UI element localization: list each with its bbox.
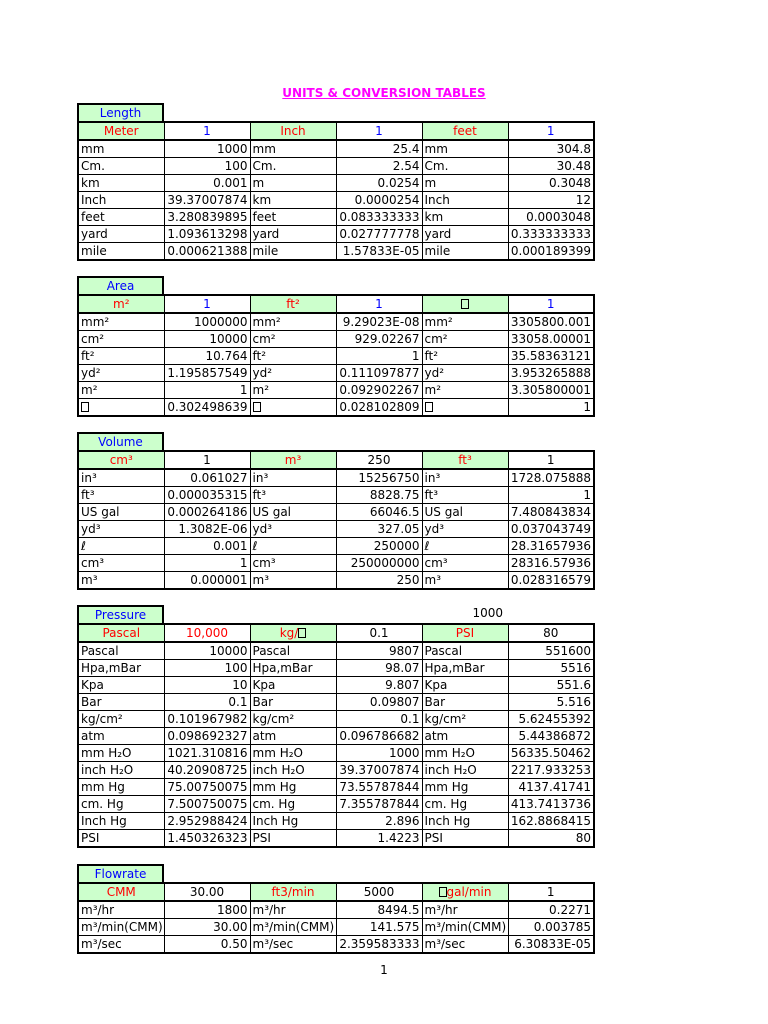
conversion-value: 1 bbox=[164, 382, 250, 399]
unit-label: Cm. bbox=[422, 158, 508, 175]
conversion-value: 0.0254 bbox=[336, 175, 422, 192]
conversion-value: 1000 bbox=[336, 745, 422, 762]
unit-label: inch H₂O bbox=[250, 762, 336, 779]
conversion-value: 75.00750075 bbox=[164, 779, 250, 796]
table-row bbox=[78, 936, 594, 954]
conversion-value: 12 bbox=[508, 192, 594, 209]
header-unit-value: 1 bbox=[508, 295, 594, 313]
unit-label bbox=[78, 399, 164, 417]
unit-label: kg/cm² bbox=[250, 711, 336, 728]
table-row bbox=[78, 901, 594, 919]
conversion-value: 1 bbox=[508, 487, 594, 504]
unit-label: Inch bbox=[78, 192, 164, 209]
unit-label: mile bbox=[422, 243, 508, 261]
conversion-value: 1.450326323 bbox=[164, 830, 250, 848]
conversion-value: 66046.5 bbox=[336, 504, 422, 521]
table-row bbox=[78, 660, 594, 677]
conversion-value: 0.083333333 bbox=[336, 209, 422, 226]
unit-label: ft³ bbox=[78, 487, 164, 504]
unit-label: mm Hg bbox=[250, 779, 336, 796]
length-section-label: Length bbox=[77, 103, 164, 121]
unit-label: Pascal bbox=[250, 642, 336, 660]
conversion-value: 1.4223 bbox=[336, 830, 422, 848]
table-row bbox=[78, 919, 594, 936]
unit-label: Cm. bbox=[250, 158, 336, 175]
unit-label: Bar bbox=[250, 694, 336, 711]
unit-label: Kpa bbox=[250, 677, 336, 694]
conversion-value: 1000 bbox=[164, 140, 250, 158]
conversion-value: 0.0003048 bbox=[508, 209, 594, 226]
conversion-value: 0.061027 bbox=[164, 469, 250, 487]
conversion-value: 0.000001 bbox=[164, 572, 250, 590]
unit-label: mm bbox=[250, 140, 336, 158]
unit-label: in³ bbox=[422, 469, 508, 487]
unit-label: ft² bbox=[78, 348, 164, 365]
header-unit-value: 1 bbox=[508, 122, 594, 140]
unit-label: yd² bbox=[250, 365, 336, 382]
area-table bbox=[77, 294, 595, 417]
table-row bbox=[78, 140, 594, 158]
unit-label: m³/min(CMM) bbox=[250, 919, 336, 936]
conversion-value: 98.07 bbox=[336, 660, 422, 677]
header-unit-label bbox=[422, 295, 508, 313]
table-row bbox=[78, 694, 594, 711]
flowrate-table bbox=[77, 882, 595, 954]
unit-label: Pascal bbox=[78, 642, 164, 660]
conversion-value: 1.195857549 bbox=[164, 365, 250, 382]
unit-label: mm² bbox=[422, 313, 508, 331]
unit-label: m³/min(CMM) bbox=[422, 919, 508, 936]
conversion-value: 0.50 bbox=[164, 936, 250, 954]
unit-label: yard bbox=[250, 226, 336, 243]
unit-label: PSI bbox=[78, 830, 164, 848]
unit-label: cm. Hg bbox=[422, 796, 508, 813]
conversion-value: 0.027777778 bbox=[336, 226, 422, 243]
unit-label: atm bbox=[250, 728, 336, 745]
header-unit-value: 1 bbox=[164, 122, 250, 140]
header-unit-value: 1 bbox=[508, 451, 594, 469]
unit-label: kg/cm² bbox=[422, 711, 508, 728]
unit-label: PSI bbox=[422, 830, 508, 848]
header-unit-label: ft³ bbox=[422, 451, 508, 469]
table-row bbox=[78, 226, 594, 243]
header-unit-value: 10,000 bbox=[164, 624, 250, 642]
conversion-value: 3.953265888 bbox=[508, 365, 594, 382]
header-unit-label: m³ bbox=[250, 451, 336, 469]
table-row bbox=[78, 677, 594, 694]
conversion-value: 9.29023E-08 bbox=[336, 313, 422, 331]
table-header-row bbox=[78, 624, 594, 642]
volume-section bbox=[77, 432, 595, 590]
conversion-value: 3.280839895 bbox=[164, 209, 250, 226]
unit-label: mile bbox=[78, 243, 164, 261]
unit-label: US gal bbox=[78, 504, 164, 521]
conversion-value: 25.4 bbox=[336, 140, 422, 158]
unit-label: ft³ bbox=[250, 487, 336, 504]
conversion-value: 0.3048 bbox=[508, 175, 594, 192]
conversion-value: 250000 bbox=[336, 538, 422, 555]
header-unit-label: feet bbox=[422, 122, 508, 140]
page-number: 1 bbox=[380, 963, 388, 977]
conversion-value: 100 bbox=[164, 158, 250, 175]
table-row bbox=[78, 796, 594, 813]
unit-label: mm H₂O bbox=[78, 745, 164, 762]
conversion-value: 3.305800001 bbox=[508, 382, 594, 399]
unit-label: m³/hr bbox=[250, 901, 336, 919]
conversion-value: 3305800.001 bbox=[508, 313, 594, 331]
table-row bbox=[78, 572, 594, 590]
conversion-value: 9807 bbox=[336, 642, 422, 660]
unit-label: ft² bbox=[422, 348, 508, 365]
conversion-value: 1021.310816 bbox=[164, 745, 250, 762]
pressure-table bbox=[77, 623, 595, 848]
unit-label: US gal bbox=[422, 504, 508, 521]
conversion-value: 5.516 bbox=[508, 694, 594, 711]
unit-label: Cm. bbox=[78, 158, 164, 175]
conversion-value: 0.028316579 bbox=[508, 572, 594, 590]
length-section bbox=[77, 103, 595, 261]
conversion-value: 5516 bbox=[508, 660, 594, 677]
volume-section-label: Volume bbox=[77, 432, 164, 450]
unit-label: atm bbox=[422, 728, 508, 745]
conversion-value: 73.55787844 bbox=[336, 779, 422, 796]
flowrate-section-label: Flowrate bbox=[77, 864, 164, 882]
conversion-value: 30.48 bbox=[508, 158, 594, 175]
conversion-value: 2217.933253 bbox=[508, 762, 594, 779]
table-header-row bbox=[78, 451, 594, 469]
table-row bbox=[78, 331, 594, 348]
unit-label: yard bbox=[422, 226, 508, 243]
table-row bbox=[78, 521, 594, 538]
conversion-value: 2.952988424 bbox=[164, 813, 250, 830]
unit-label: m³/hr bbox=[78, 901, 164, 919]
conversion-value: 250 bbox=[336, 572, 422, 590]
conversion-value: 0.037043749 bbox=[508, 521, 594, 538]
conversion-value: 0.092902267 bbox=[336, 382, 422, 399]
conversion-value: 7.480843834 bbox=[508, 504, 594, 521]
header-unit-value: 0.1 bbox=[336, 624, 422, 642]
conversion-value: 35.58363121 bbox=[508, 348, 594, 365]
unit-label: kg/cm² bbox=[78, 711, 164, 728]
conversion-value: 0.302498639 bbox=[164, 399, 250, 417]
unit-label: km bbox=[422, 209, 508, 226]
conversion-value: 0.096786682 bbox=[336, 728, 422, 745]
header-unit-label: CMM bbox=[78, 883, 164, 901]
unit-label bbox=[422, 399, 508, 417]
table-row bbox=[78, 830, 594, 848]
conversion-value: 0.1 bbox=[336, 711, 422, 728]
table-row bbox=[78, 192, 594, 209]
conversion-value: 1.093613298 bbox=[164, 226, 250, 243]
unit-label: km bbox=[78, 175, 164, 192]
conversion-value: 2.54 bbox=[336, 158, 422, 175]
conversion-value: 0.1 bbox=[164, 694, 250, 711]
conversion-value: 9.807 bbox=[336, 677, 422, 694]
conversion-value: 413.7413736 bbox=[508, 796, 594, 813]
unit-label: Kpa bbox=[78, 677, 164, 694]
unit-label: cm² bbox=[422, 331, 508, 348]
conversion-value: 1.57833E-05 bbox=[336, 243, 422, 261]
header-unit-label: m² bbox=[78, 295, 164, 313]
conversion-value: 1000000 bbox=[164, 313, 250, 331]
unit-label: feet bbox=[250, 209, 336, 226]
unit-label: m bbox=[422, 175, 508, 192]
unit-label: Pascal bbox=[422, 642, 508, 660]
header-unit-label: gal/min bbox=[422, 883, 508, 901]
conversion-value: 1 bbox=[336, 348, 422, 365]
conversion-value: 0.001 bbox=[164, 538, 250, 555]
unit-label: Inch Hg bbox=[78, 813, 164, 830]
table-header-row bbox=[78, 883, 594, 901]
unit-label: Hpa,mBar bbox=[422, 660, 508, 677]
unit-label: feet bbox=[78, 209, 164, 226]
unit-label: m³/sec bbox=[78, 936, 164, 954]
conversion-value: 40.20908725 bbox=[164, 762, 250, 779]
conversion-value: 7.355787844 bbox=[336, 796, 422, 813]
conversion-value: 250000000 bbox=[336, 555, 422, 572]
table-row bbox=[78, 365, 594, 382]
unit-label: cm. Hg bbox=[250, 796, 336, 813]
conversion-value: 551.6 bbox=[508, 677, 594, 694]
header-unit-value: 1 bbox=[164, 295, 250, 313]
unit-label: mm² bbox=[78, 313, 164, 331]
conversion-value: 141.575 bbox=[336, 919, 422, 936]
header-unit-label: ft3/min bbox=[250, 883, 336, 901]
unit-label: in³ bbox=[250, 469, 336, 487]
unit-label: yd² bbox=[78, 365, 164, 382]
header-unit-value: 250 bbox=[336, 451, 422, 469]
conversion-value: 15256750 bbox=[336, 469, 422, 487]
header-unit-value: 80 bbox=[508, 624, 594, 642]
table-row bbox=[78, 728, 594, 745]
conversion-value: 1728.075888 bbox=[508, 469, 594, 487]
unit-label: m³/hr bbox=[422, 901, 508, 919]
conversion-value: 0.111097877 bbox=[336, 365, 422, 382]
unit-label: km bbox=[250, 192, 336, 209]
table-row bbox=[78, 504, 594, 521]
conversion-value: 162.8868415 bbox=[508, 813, 594, 830]
conversion-value: 1800 bbox=[164, 901, 250, 919]
unit-label: m³ bbox=[250, 572, 336, 590]
table-row bbox=[78, 469, 594, 487]
unit-label: Kpa bbox=[422, 677, 508, 694]
header-unit-label: Inch bbox=[250, 122, 336, 140]
conversion-value: 10.764 bbox=[164, 348, 250, 365]
table-row bbox=[78, 642, 594, 660]
header-unit-value: 1 bbox=[164, 451, 250, 469]
table-row bbox=[78, 209, 594, 226]
conversion-value: 5.62455392 bbox=[508, 711, 594, 728]
header-unit-value: 1 bbox=[336, 295, 422, 313]
unit-label: cm³ bbox=[250, 555, 336, 572]
unit-label bbox=[250, 399, 336, 417]
unit-label: ℓ bbox=[422, 538, 508, 555]
conversion-value: 0.2271 bbox=[508, 901, 594, 919]
unit-label: mm Hg bbox=[422, 779, 508, 796]
unit-label: Hpa,mBar bbox=[78, 660, 164, 677]
conversion-value: 1 bbox=[164, 555, 250, 572]
table-row bbox=[78, 348, 594, 365]
conversion-value: 0.09807 bbox=[336, 694, 422, 711]
table-row bbox=[78, 399, 594, 417]
unit-label: ft³ bbox=[422, 487, 508, 504]
conversion-value: 56335.50462 bbox=[508, 745, 594, 762]
conversion-value: 1.3082E-06 bbox=[164, 521, 250, 538]
conversion-value: 0.000621388 bbox=[164, 243, 250, 261]
unit-label: cm. Hg bbox=[78, 796, 164, 813]
conversion-value: 2.359583333 bbox=[336, 936, 422, 954]
conversion-value: 0.000035315 bbox=[164, 487, 250, 504]
unit-label: Inch bbox=[422, 192, 508, 209]
flowrate-section bbox=[77, 864, 595, 954]
unit-label: ℓ bbox=[250, 538, 336, 555]
table-row bbox=[78, 555, 594, 572]
unit-label: m² bbox=[78, 382, 164, 399]
unit-label: ft² bbox=[250, 348, 336, 365]
unit-label: mm bbox=[78, 140, 164, 158]
unit-label: Bar bbox=[78, 694, 164, 711]
unit-label: yd³ bbox=[422, 521, 508, 538]
conversion-value: 327.05 bbox=[336, 521, 422, 538]
table-row bbox=[78, 711, 594, 728]
unit-label: mm H₂O bbox=[250, 745, 336, 762]
unit-label: cm³ bbox=[422, 555, 508, 572]
unit-label: yard bbox=[78, 226, 164, 243]
pressure-section-label: Pressure bbox=[77, 605, 164, 623]
table-row bbox=[78, 762, 594, 779]
unit-label: cm² bbox=[250, 331, 336, 348]
header-unit-value: 1 bbox=[336, 122, 422, 140]
unit-label: cm² bbox=[78, 331, 164, 348]
unit-label: mile bbox=[250, 243, 336, 261]
conversion-value: 100 bbox=[164, 660, 250, 677]
unit-label: yd³ bbox=[78, 521, 164, 538]
conversion-value: 0.0000254 bbox=[336, 192, 422, 209]
header-unit-value: 5000 bbox=[336, 883, 422, 901]
conversion-value: 28.31657936 bbox=[508, 538, 594, 555]
header-unit-label: cm³ bbox=[78, 451, 164, 469]
unit-label: ℓ bbox=[78, 538, 164, 555]
conversion-value: 10000 bbox=[164, 331, 250, 348]
unit-label: mm Hg bbox=[78, 779, 164, 796]
conversion-value: 5.44386872 bbox=[508, 728, 594, 745]
table-row bbox=[78, 745, 594, 762]
table-row bbox=[78, 779, 594, 796]
unit-label: m³ bbox=[422, 572, 508, 590]
unit-label: yd³ bbox=[250, 521, 336, 538]
unit-label: PSI bbox=[250, 830, 336, 848]
unit-label: m³/sec bbox=[250, 936, 336, 954]
unit-label: in³ bbox=[78, 469, 164, 487]
table-header-row bbox=[78, 295, 594, 313]
volume-table bbox=[77, 450, 595, 590]
conversion-value: 39.37007874 bbox=[164, 192, 250, 209]
unit-label: m² bbox=[250, 382, 336, 399]
unit-label: mm bbox=[422, 140, 508, 158]
conversion-value: 8494.5 bbox=[336, 901, 422, 919]
pressure-extra-value: 1000 bbox=[472, 606, 503, 620]
conversion-value: 0.000189399 bbox=[508, 243, 594, 261]
unit-label: mm H₂O bbox=[422, 745, 508, 762]
unit-label: cm³ bbox=[78, 555, 164, 572]
table-row bbox=[78, 175, 594, 192]
header-unit-label: ft² bbox=[250, 295, 336, 313]
conversion-value: 0.001 bbox=[164, 175, 250, 192]
table-row bbox=[78, 243, 594, 261]
table-row bbox=[78, 313, 594, 331]
unit-label: yd² bbox=[422, 365, 508, 382]
table-row bbox=[78, 158, 594, 175]
header-unit-label: PSI bbox=[422, 624, 508, 642]
header-unit-label: Pascal bbox=[78, 624, 164, 642]
unit-label: Hpa,mBar bbox=[250, 660, 336, 677]
length-table bbox=[77, 121, 595, 261]
header-unit-value: 30.00 bbox=[164, 883, 250, 901]
unit-label: inch H₂O bbox=[422, 762, 508, 779]
conversion-value: 0.000264186 bbox=[164, 504, 250, 521]
unit-label: m bbox=[250, 175, 336, 192]
conversion-value: 80 bbox=[508, 830, 594, 848]
area-section-label: Area bbox=[77, 276, 164, 294]
conversion-value: 7.500750075 bbox=[164, 796, 250, 813]
conversion-value: 30.00 bbox=[164, 919, 250, 936]
conversion-value: 929.02267 bbox=[336, 331, 422, 348]
unit-label: Bar bbox=[422, 694, 508, 711]
conversion-value: 0.003785 bbox=[508, 919, 594, 936]
conversion-value: 4137.41741 bbox=[508, 779, 594, 796]
pressure-section bbox=[77, 605, 595, 848]
conversion-value: 6.30833E-05 bbox=[508, 936, 594, 954]
conversion-value: 551600 bbox=[508, 642, 594, 660]
unit-label: mm² bbox=[250, 313, 336, 331]
unit-label: m³/min(CMM) bbox=[78, 919, 164, 936]
table-row bbox=[78, 538, 594, 555]
conversion-value: 10 bbox=[164, 677, 250, 694]
conversion-value: 0.098692327 bbox=[164, 728, 250, 745]
conversion-value: 28316.57936 bbox=[508, 555, 594, 572]
conversion-value: 39.37007874 bbox=[336, 762, 422, 779]
page-title: UNITS & CONVERSION TABLES bbox=[282, 86, 486, 100]
unit-label: m² bbox=[422, 382, 508, 399]
conversion-value: 33058.00001 bbox=[508, 331, 594, 348]
header-unit-label: Meter bbox=[78, 122, 164, 140]
header-unit-value: 1 bbox=[508, 883, 594, 901]
unit-label: inch H₂O bbox=[78, 762, 164, 779]
unit-label: m³/sec bbox=[422, 936, 508, 954]
table-row bbox=[78, 487, 594, 504]
unit-label: atm bbox=[78, 728, 164, 745]
unit-label: US gal bbox=[250, 504, 336, 521]
conversion-value: 10000 bbox=[164, 642, 250, 660]
conversion-value: 1 bbox=[508, 399, 594, 417]
table-row bbox=[78, 382, 594, 399]
table-row bbox=[78, 813, 594, 830]
table-header-row bbox=[78, 122, 594, 140]
unit-label: m³ bbox=[78, 572, 164, 590]
conversion-value: 0.101967982 bbox=[164, 711, 250, 728]
conversion-value: 0.333333333 bbox=[508, 226, 594, 243]
conversion-value: 8828.75 bbox=[336, 487, 422, 504]
unit-label: Inch Hg bbox=[250, 813, 336, 830]
header-unit-label: kg/ bbox=[250, 624, 336, 642]
unit-label: Inch Hg bbox=[422, 813, 508, 830]
conversion-value: 2.896 bbox=[336, 813, 422, 830]
conversion-value: 304.8 bbox=[508, 140, 594, 158]
conversion-value: 0.028102809 bbox=[336, 399, 422, 417]
area-section bbox=[77, 276, 595, 417]
